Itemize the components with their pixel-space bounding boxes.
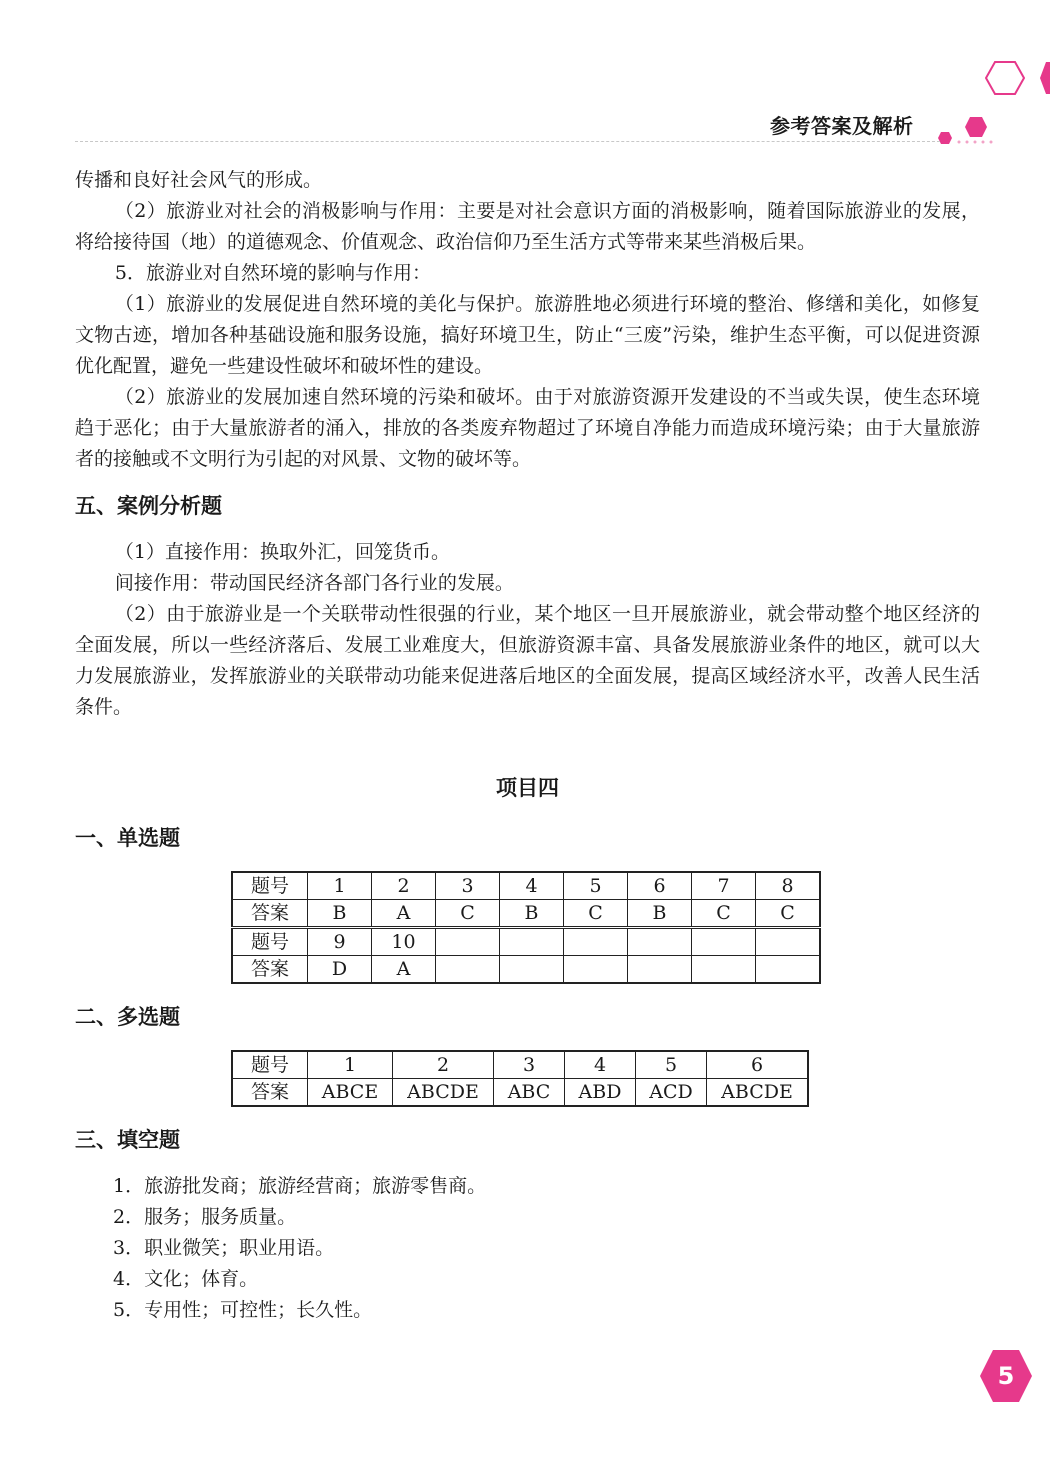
table-cell: ABD xyxy=(565,1079,636,1107)
table-cell: 10 xyxy=(372,928,436,956)
table-cell xyxy=(564,928,628,956)
table-cell xyxy=(692,928,756,956)
hexagon-outline-icon xyxy=(985,60,1025,96)
table-cell: 9 xyxy=(308,928,372,956)
table-cell: 3 xyxy=(436,872,500,900)
paragraph: 间接作用：带动国民经济各部门各行业的发展。 xyxy=(114,572,514,594)
table-cell: 题号 xyxy=(232,872,308,900)
table-cell: D xyxy=(308,956,372,984)
hexagon-half-icon xyxy=(1040,62,1050,94)
hexagon-tiny-icon xyxy=(937,131,953,145)
table-cell xyxy=(628,956,692,984)
table-cell: 2 xyxy=(372,872,436,900)
section-heading: 一、单选题 xyxy=(75,826,180,850)
table-cell: 6 xyxy=(628,872,692,900)
table-cell xyxy=(436,928,500,956)
page-number: 5 xyxy=(997,1362,1015,1390)
table-cell: 5 xyxy=(564,872,628,900)
project-title: 项目四 xyxy=(496,776,559,800)
table-cell: 5 xyxy=(636,1051,707,1079)
table-cell: 2 xyxy=(393,1051,494,1079)
paragraph: （1）直接作用：换取外汇，回笼货币。 xyxy=(114,541,450,563)
table-cell: 答案 xyxy=(232,900,308,928)
fill-in-answers xyxy=(75,1171,980,1326)
list-item: 5．专用性；可控性；长久性。 xyxy=(113,1299,373,1321)
running-header: 参考答案及解析 xyxy=(770,114,914,138)
table-cell: B xyxy=(500,900,564,928)
table-cell xyxy=(500,928,564,956)
table-cell: A xyxy=(372,956,436,984)
table-cell: ABCDE xyxy=(707,1079,809,1107)
dot-pattern-icon xyxy=(955,138,995,146)
section-heading: 三、填空题 xyxy=(75,1128,180,1152)
table-cell: C xyxy=(756,900,821,928)
table-cell xyxy=(692,956,756,984)
list-item: 4．文化；体育。 xyxy=(113,1268,259,1290)
table-cell xyxy=(756,928,821,956)
table-cell: C xyxy=(692,900,756,928)
table-cell: ACD xyxy=(636,1079,707,1107)
table-cell xyxy=(436,956,500,984)
table-cell: ABCDE xyxy=(393,1079,494,1107)
list-item: 1．旅游批发商；旅游经营商；旅游零售商。 xyxy=(113,1175,487,1197)
section-heading: 二、多选题 xyxy=(75,1005,180,1029)
header-divider xyxy=(75,141,940,142)
table-cell: 答案 xyxy=(232,1079,308,1107)
section-heading: 五、案例分析题 xyxy=(75,494,222,518)
page-number-badge xyxy=(979,1348,1033,1404)
table-cell: 7 xyxy=(692,872,756,900)
table-cell: C xyxy=(436,900,500,928)
table-cell xyxy=(564,956,628,984)
table-cell: ABC xyxy=(494,1079,565,1107)
list-item: 3．职业微笑；职业用语。 xyxy=(113,1237,335,1259)
table-cell: 答案 xyxy=(232,956,308,984)
table-cell: A xyxy=(372,900,436,928)
paragraph: 传播和良好社会风气的形成。 xyxy=(75,169,323,191)
table-cell: ABCE xyxy=(308,1079,393,1107)
table-cell: 题号 xyxy=(232,928,308,956)
paragraph: （2）由于旅游业是一个关联带动性很强的行业，某个地区一旦开展旅游业，就会带动整个地区经济的全面发展，所以一些经济落后、发展工业难度大，但旅游资源丰富、具备发展旅游业条件的地区，就可以大力发展旅游业，发挥旅游业的关联带动功能来促进落后地区的全面发展，提高区域经济水平，改善人民生活条件。 xyxy=(75,603,980,718)
table-cell xyxy=(756,956,821,984)
table-cell xyxy=(500,956,564,984)
hexagon-small-icon xyxy=(964,116,988,138)
list-item: 2．服务；服务质量。 xyxy=(113,1206,297,1228)
table-cell: 4 xyxy=(500,872,564,900)
table-cell: B xyxy=(628,900,692,928)
table-cell: B xyxy=(308,900,372,928)
paragraph: （2）旅游业对社会的消极影响与作用：主要是对社会意识方面的消极影响，随着国际旅游业的发展，将给接待国（地）的道德观念、价值观念、政治信仰乃至生活方式等带来某些消极后果。 xyxy=(75,200,980,253)
paragraph: 5．旅游业对自然环境的影响与作用： xyxy=(114,262,431,284)
table-cell: 1 xyxy=(308,872,372,900)
table-cell: 3 xyxy=(494,1051,565,1079)
table-cell: 6 xyxy=(707,1051,809,1079)
table-cell: 1 xyxy=(308,1051,393,1079)
paragraph: （1）旅游业的发展促进自然环境的美化与保护。旅游胜地必须进行环境的整治、修缮和美化，如修复文物古迹，增加各种基础设施和服务设施，搞好环境卫生，防止“三废”污染，维护生态平衡，可以促进资源优化配置，避免一些建设性破坏和破坏性的建设。 xyxy=(75,293,980,377)
table-cell: 8 xyxy=(756,872,821,900)
table-cell xyxy=(628,928,692,956)
table-cell: 题号 xyxy=(232,1051,308,1079)
paragraph: （2）旅游业的发展加速自然环境的污染和破坏。由于对旅游资源开发建设的不当或失误，使生态环境趋于恶化；由于大量旅游者的涌入，排放的各类废弃物超过了环境自净能力而造成环境污染；由于大量旅游者的接触或不文明行为引起的对风景、文物的破坏等。 xyxy=(75,386,980,470)
single-choice-answer-table xyxy=(231,871,821,984)
table-cell: 4 xyxy=(565,1051,636,1079)
table-cell: C xyxy=(564,900,628,928)
page-content xyxy=(75,165,980,1326)
multi-choice-answer-table xyxy=(231,1050,809,1107)
